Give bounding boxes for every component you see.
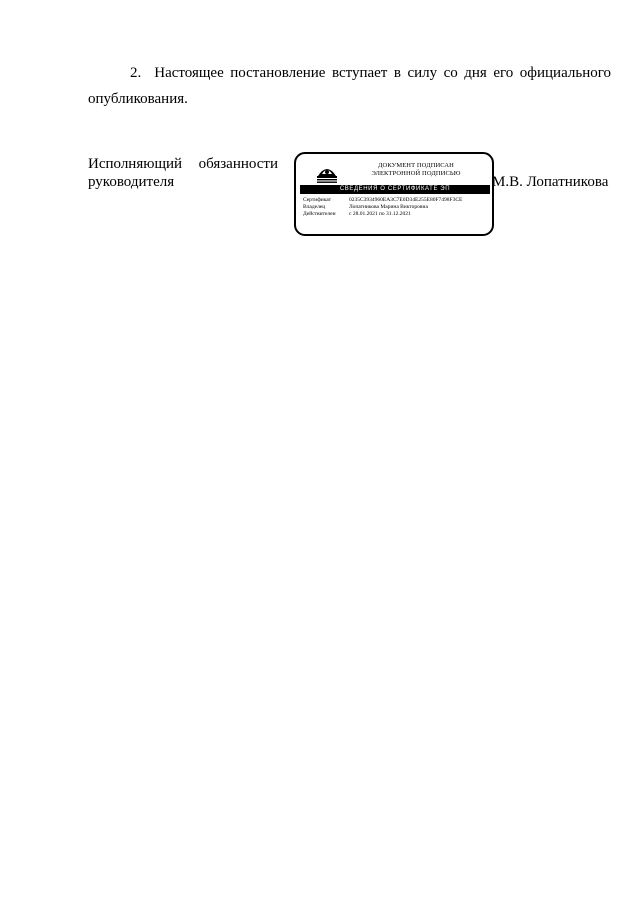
stamp-heading-line-2: ЭЛЕКТРОННОЙ ПОДПИСЬЮ <box>371 170 461 177</box>
signer-position-line-2: руководителя <box>88 174 175 190</box>
certificate-row <box>303 197 493 204</box>
coat-of-arms-icon <box>316 162 338 184</box>
stamp-heading <box>346 162 486 178</box>
validity-row <box>303 211 493 218</box>
owner-label: Владелец <box>303 204 326 210</box>
resolution-paragraph-2 <box>88 60 611 112</box>
owner-row <box>303 204 493 211</box>
signer-name: М.В. Лопатникова <box>492 174 609 190</box>
electronic-signature-stamp <box>294 152 494 236</box>
validity-label: Действителен <box>303 211 336 217</box>
owner-name: Лопатникова Марина Викторовна <box>349 204 428 210</box>
certificate-serial: 0235C3934960EA3C7E0D34E255E80F7498F3CE <box>349 197 463 203</box>
paragraph-number: 2. <box>130 65 142 81</box>
validity-period: с 28.01.2021 по 31.12.2021 <box>349 211 411 217</box>
certificate-label: Сертификат <box>303 197 331 203</box>
signer-position-line-1: Исполняющий обязанности <box>88 156 278 172</box>
paragraph-text: Настоящее постановление вступает в силу со дня его официального опубликования. <box>88 65 611 107</box>
signer-position <box>88 155 278 191</box>
certificate-details <box>303 197 493 218</box>
stamp-heading-line-1: ДОКУМЕНТ ПОДПИСАН <box>378 162 454 169</box>
certificate-info-bar: СВЕДЕНИЯ О СЕРТИФИКАТЕ ЭП <box>300 185 490 194</box>
